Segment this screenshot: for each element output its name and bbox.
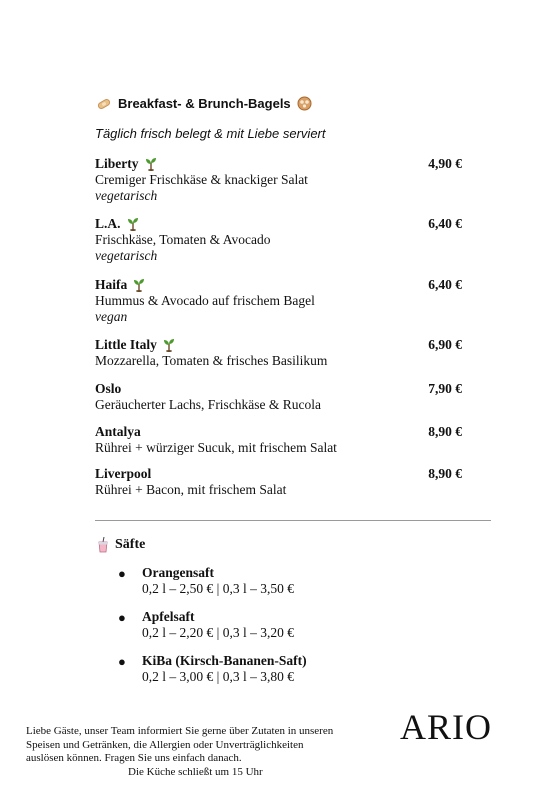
item-description: Geräucherter Lachs, Frischkäse & Rucola [95, 397, 322, 412]
menu-item [95, 277, 465, 325]
juice-prices: 0,2 l – 2,20 € | 0,3 l – 3,20 € [142, 625, 294, 640]
item-diet-tag: vegetarisch [95, 188, 158, 203]
item-description: Hummus & Avocado auf frischem Bagel [95, 293, 315, 308]
item-price: 7,90 € [428, 381, 462, 396]
item-name: L.A. [95, 216, 121, 231]
juice-name: KiBa (Kirsch-Bananen-Saft) [142, 653, 307, 668]
item-name: Haifa [95, 277, 128, 292]
bullet: ● [118, 610, 126, 625]
item-name: Oslo [95, 381, 122, 396]
bagel-icon [96, 97, 112, 111]
brand-logo: ARIO [400, 707, 492, 747]
item-name: Liverpool [95, 466, 152, 481]
juice-cup-icon [97, 537, 109, 553]
item-price: 8,90 € [428, 424, 462, 439]
menu-item [95, 381, 465, 413]
item-name: Antalya [95, 424, 141, 439]
seedling-icon [126, 217, 140, 231]
allergy-notice-line: Speisen und Getränken, die Allergien oder Unverträglichkeiten [26, 738, 304, 751]
item-diet-tag: vegetarisch [95, 248, 158, 263]
item-price: 6,40 € [428, 216, 462, 231]
item-description: Cremiger Frischkäse & knackiger Salat [95, 172, 308, 187]
allergy-notice-line: auslösen können. Fragen Sie uns einfach danach. [26, 752, 242, 764]
section-title-text: Breakfast- & Brunch-Bagels [118, 96, 291, 111]
item-description: Frischkäse, Tomaten & Avocado [95, 232, 271, 247]
item-description: Mozzarella, Tomaten & frisches Basilikum [95, 353, 328, 368]
seedling-icon [162, 338, 176, 352]
pretzel-icon [297, 96, 312, 111]
bullet: ● [118, 566, 126, 581]
item-name: Little Italy [95, 337, 157, 352]
allergy-notice-line: Liebe Gäste, unser Team informiert Sie gerne über Zutaten in unseren [26, 725, 334, 737]
juice-prices: 0,2 l – 2,50 € | 0,3 l – 3,50 € [142, 581, 294, 596]
item-price: 6,90 € [428, 337, 462, 352]
menu-item [95, 216, 465, 264]
menu-item [95, 156, 465, 204]
item-description: Rührei + würziger Sucuk, mit frischem Salat [95, 440, 337, 455]
menu-item [95, 466, 465, 498]
item-price: 8,90 € [428, 466, 462, 481]
section-title-bagels [96, 96, 312, 111]
allergy-notice [26, 725, 386, 779]
item-diet-tag: vegan [95, 309, 128, 324]
seedling-icon [132, 278, 146, 292]
juice-name: Orangensaft [142, 565, 214, 580]
juice-name: Apfelsaft [142, 609, 195, 624]
section-title-text: Säfte [115, 537, 146, 552]
menu-subtitle: Täglich frisch belegt & mit Liebe serviert [95, 126, 326, 141]
item-description: Rührei + Bacon, mit frischem Salat [95, 482, 287, 497]
seedling-icon [144, 157, 158, 171]
menu-item [95, 337, 465, 369]
menu-item [95, 424, 465, 456]
kitchen-closing-time: Die Küche schließt um 15 Uhr [128, 765, 263, 778]
item-price: 4,90 € [428, 156, 462, 171]
section-title-juices [97, 537, 145, 553]
item-price: 6,40 € [428, 277, 462, 292]
item-name: Liberty [95, 156, 139, 171]
section-divider [95, 520, 491, 521]
bullet: ● [118, 654, 126, 669]
juice-prices: 0,2 l – 3,00 € | 0,3 l – 3,80 € [142, 669, 294, 684]
